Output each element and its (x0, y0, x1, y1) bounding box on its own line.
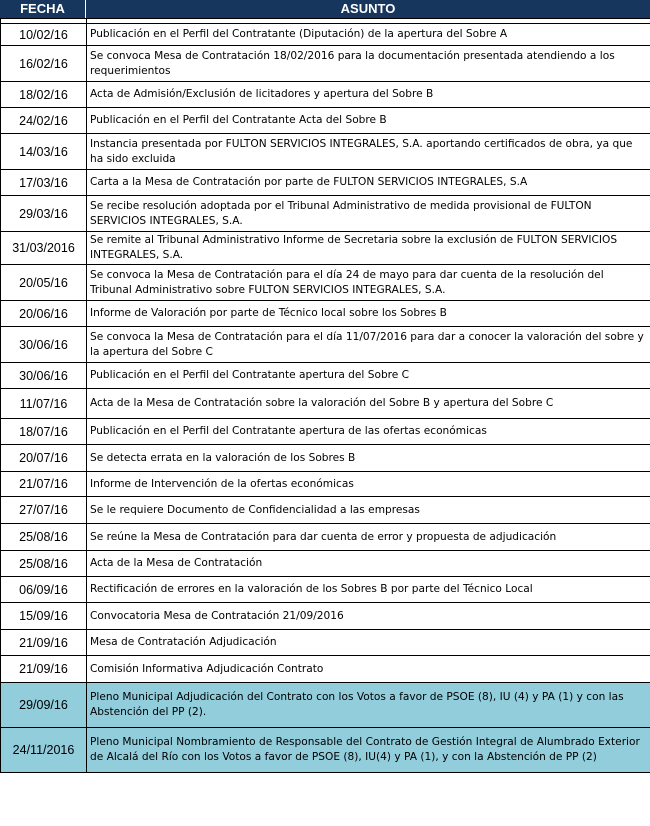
row-asunto: Pleno Municipal Nombramiento de Responsable del Contrato de Gestión Integral de Alumbrado Exterior de Alcalá del Río con los Votos a favor de PSOE (8), IU(4) y PA (1), y con la Abstención de PP (2) (87, 728, 650, 773)
table-row (1, 24, 650, 46)
row-fecha: 20/07/16 (1, 445, 87, 472)
row-fecha: 30/06/16 (1, 363, 87, 389)
row-asunto: Informe de Valoración por parte de Técnico local sobre los Sobres B (87, 301, 650, 327)
table-row (1, 46, 650, 82)
row-fecha: 29/09/16 (1, 683, 87, 728)
row-fecha: 31/03/2016 (1, 232, 87, 265)
row-fecha: 25/08/16 (1, 551, 87, 577)
row-fecha: 06/09/16 (1, 577, 87, 603)
row-asunto: Se le requiere Documento de Confidencialidad a las empresas (87, 497, 650, 524)
row-fecha: 14/03/16 (1, 134, 87, 170)
table-row (1, 603, 650, 630)
row-asunto: Publicación en el Perfil del Contratante apertura del Sobre C (87, 363, 650, 389)
row-asunto: Se remite al Tribunal Administrativo Informe de Secretaria sobre la exclusión de FULTON SERVICIOS INTEGRALES, S.A. (87, 232, 650, 265)
row-asunto: Carta a la Mesa de Contratación por parte de FULTON SERVICIOS INTEGRALES, S.A (87, 170, 650, 196)
row-fecha: 21/09/16 (1, 630, 87, 656)
row-asunto: Se convoca Mesa de Contratación 18/02/2016 para la documentación presentada atendiendo a los requerimientos (87, 46, 650, 82)
table-row (1, 389, 650, 419)
row-asunto: Se recibe resolución adoptada por el Tribunal Administrativo de medida provisional de FULTON SERVICIOS INTEGRALES, S.A. (87, 196, 650, 232)
row-fecha: 17/03/16 (1, 170, 87, 196)
row-asunto: Acta de la Mesa de Contratación (87, 551, 650, 577)
table-row (1, 683, 650, 728)
row-asunto: Informe de Intervención de la ofertas económicas (87, 472, 650, 497)
row-fecha: 20/06/16 (1, 301, 87, 327)
row-asunto: Comisión Informativa Adjudicación Contrato (87, 656, 650, 683)
row-asunto: Se reúne la Mesa de Contratación para dar cuenta de error y propuesta de adjudicación (87, 524, 650, 551)
table-row (1, 265, 650, 301)
table-row (1, 134, 650, 170)
row-fecha: 10/02/16 (1, 24, 87, 46)
table-row (1, 472, 650, 497)
table-row (1, 232, 650, 265)
row-asunto: Acta de Admisión/Exclusión de licitadores y apertura del Sobre B (87, 82, 650, 108)
row-fecha: 18/07/16 (1, 419, 87, 445)
table-row (1, 327, 650, 363)
row-fecha: 20/05/16 (1, 265, 87, 301)
row-fecha: 18/02/16 (1, 82, 87, 108)
row-asunto: Acta de la Mesa de Contratación sobre la valoración del Sobre B y apertura del Sobre C (87, 389, 650, 419)
row-asunto: Publicación en el Perfil del Contratante (Diputación) de la apertura del Sobre A (87, 24, 650, 46)
row-asunto: Publicación en el Perfil del Contratante apertura de las ofertas económicas (87, 419, 650, 445)
row-fecha: 21/07/16 (1, 472, 87, 497)
row-fecha: 25/08/16 (1, 524, 87, 551)
row-fecha: 29/03/16 (1, 196, 87, 232)
table-row (1, 728, 650, 773)
table-row (1, 170, 650, 196)
table-row (1, 108, 650, 134)
table-row (1, 419, 650, 445)
row-asunto: Se convoca la Mesa de Contratación para el día 24 de mayo para dar cuenta de la resolución del Tribunal Administrativo sobre FULTON SERVICIOS INTEGRALES, S.A. (87, 265, 650, 301)
table-row (1, 630, 650, 656)
row-asunto: Mesa de Contratación Adjudicación (87, 630, 650, 656)
table-row (1, 82, 650, 108)
timeline-body (1, 19, 650, 773)
column-header-fecha: FECHA (0, 0, 86, 18)
row-fecha: 30/06/16 (1, 327, 87, 363)
row-fecha: 11/07/16 (1, 389, 87, 419)
table-row (1, 577, 650, 603)
column-header-asunto: ASUNTO (86, 0, 650, 18)
row-asunto: Se detecta errata en la valoración de los Sobres B (87, 445, 650, 472)
row-asunto: Instancia presentada por FULTON SERVICIOS INTEGRALES, S.A. aportando certificados de obra, ya que ha sido excluida (87, 134, 650, 170)
table-row (1, 445, 650, 472)
row-asunto: Convocatoria Mesa de Contratación 21/09/2016 (87, 603, 650, 630)
table-row (1, 656, 650, 683)
row-asunto: Pleno Municipal Adjudicación del Contrato con los Votos a favor de PSOE (8), IU (4) y PA (1) y con las Abstención del PP (2). (87, 683, 650, 728)
row-asunto: Publicación en el Perfil del Contratante Acta del Sobre B (87, 108, 650, 134)
table-row (1, 301, 650, 327)
table-row (1, 196, 650, 232)
row-asunto: Rectificación de errores en la valoración de los Sobres B por parte del Técnico Local (87, 577, 650, 603)
table-row (1, 524, 650, 551)
row-fecha: 15/09/16 (1, 603, 87, 630)
table-header (0, 0, 650, 18)
table-row (1, 551, 650, 577)
timeline-table (0, 18, 650, 773)
row-fecha: 24/11/2016 (1, 728, 87, 773)
table-row (1, 363, 650, 389)
row-fecha: 24/02/16 (1, 108, 87, 134)
row-asunto: Se convoca la Mesa de Contratación para el día 11/07/2016 para dar a conocer la valoración del sobre y la apertura del Sobre C (87, 327, 650, 363)
row-fecha: 21/09/16 (1, 656, 87, 683)
row-fecha: 27/07/16 (1, 497, 87, 524)
row-fecha: 16/02/16 (1, 46, 87, 82)
table-row (1, 497, 650, 524)
